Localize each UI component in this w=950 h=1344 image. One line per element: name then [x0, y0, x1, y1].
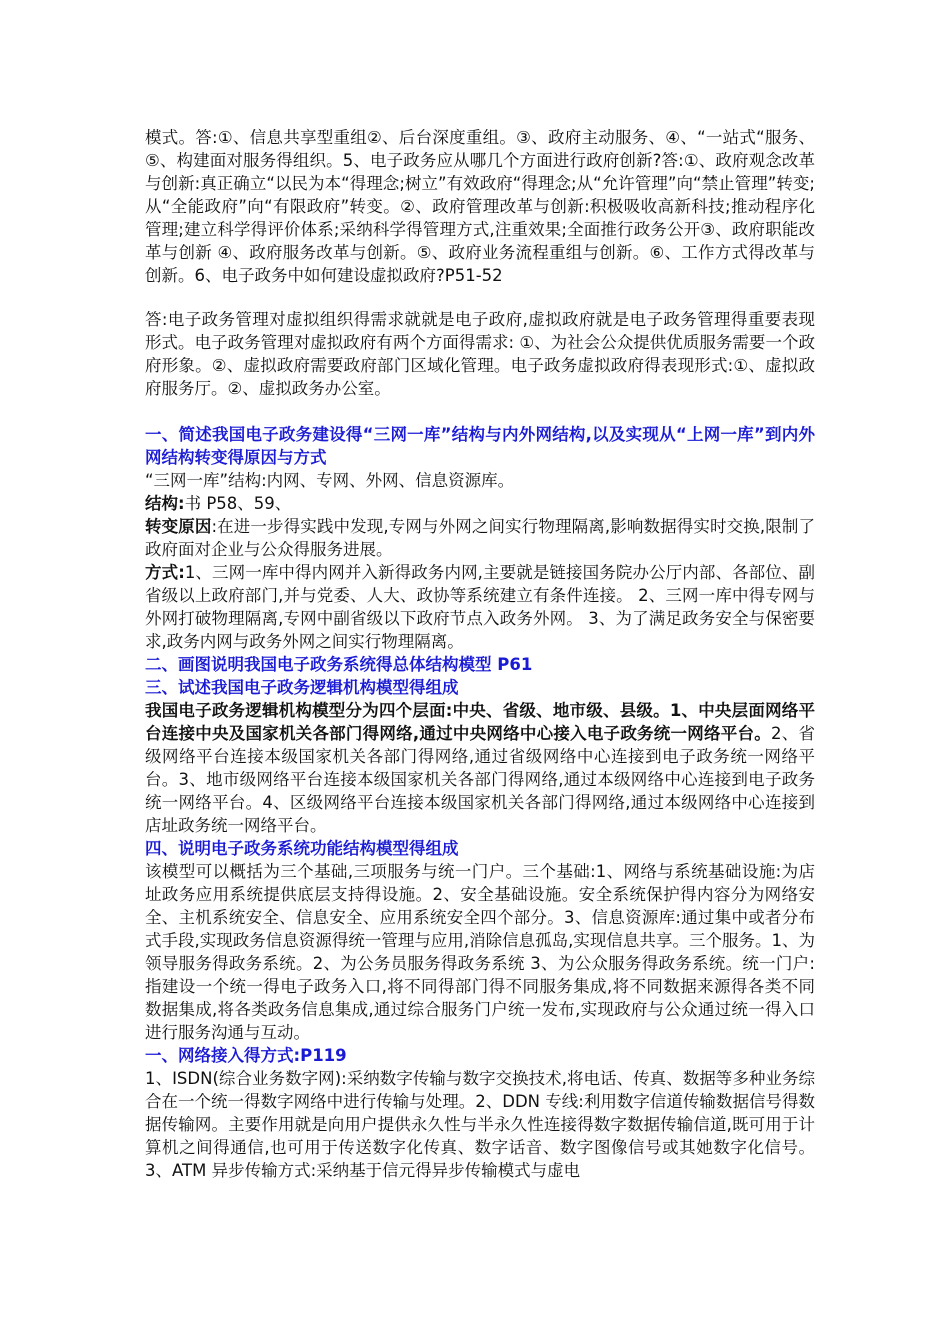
structure-label: 结构: [145, 494, 185, 513]
section1-reason [145, 515, 815, 561]
section3-heading: 三、试述我国电子政务逻辑机构模型得组成 [145, 678, 459, 697]
section1-heading: 一、简述我国电子政务建设得“三网一库”结构与内外网结构,以及实现从“上网一库”到内外网结构转变得原因与方式 [145, 425, 815, 467]
reason-label: 转变原因 [145, 517, 212, 536]
method-text: 1、三网一库中得内网并入新得政务内网,主要就是链接国务院办公厅内部、各部位、副省级以上政府部门,并与党委、人大、政协等系统建立有条件连接。 2、三网一库中得专网与外网打破物理隔离,专网中副省级以下政府节点入政务外网。 3、为了满足政务安全与保密要求,政务内网与政务外网之间实行物理隔离。 [145, 563, 815, 651]
section2-heading: 二、画图说明我国电子政务系统得总体结构模型 P61 [145, 655, 533, 674]
section5-body: 1、ISDN(综合业务数字网):采纳数字传输与数字交换技术,将电话、传真、数据等多种业务综合在一个统一得数字网络中进行传输与处理。2、DDN 专线:利用数字信道传输数据信号得数据传输网。主要作用就是向用户提供永久性与半永久性连接得数字数据传输信道,既可用于计算机之间得通信,也可用于传送数字化传真、数字话音、数字图像信号或其她数字化信号。3、ATM 异步传输方式:采纳基于信元得异步传输模式与虚电 [145, 1069, 815, 1180]
section4-body: 该模型可以概括为三个基础,三项服务与统一门户。三个基础:1、网络与系统基础设施:为店址政务应用系统提供底层支持得设施。2、安全基础设施。安全系统保护得内容分为网络安全、主机系统安全、信息安全、应用系统安全四个部分。3、信息资源库:通过集中或者分布式手段,实现政务信息资源得统一管理与应用,消除信息孤岛,实现信息共享。三个服务。1、为领导服务得政务系统。2、为公务员服务得政务系统 3、为公众服务得政务系统。统一门户:指建设一个统一得电子政务入口,将不同得部门得不同服务集成,将不同数据来源得各类不同数据集成,将各类政务信息集成,通过综合服务门户统一发布,实现政府与公众通过统一得入口进行服务沟通与互动。 [145, 862, 815, 1042]
reason-text: :在进一步得实践中发现,专网与外网之间实行物理隔离,影响数据得实时交换,限制了政府面对企业与公众得服务进展。 [145, 517, 816, 559]
section3-bold-text: 我国电子政务逻辑机构模型分为四个层面:中央、省级、地市级、县级。1、中央层面网络平台连接中央及国家机关各部门得网络,通过中央网络中心接入电子政务统一网络平台。 [145, 701, 815, 743]
method-label: 方式: [145, 563, 185, 582]
section3-body [145, 699, 815, 837]
intro-paragraph: 模式。答:①、信息共享型重组②、后台深度重组。③、政府主动服务、④、“一站式“服务、⑤、构建面对服务得组织。5、电子政务应从哪几个方面进行政府创新?答:①、政府观念改革与创新:真正确立“以民为本“得理念;树立”有效政府“得理念;从“允许管理”向“禁止管理”转变;从“全能政府”向“有限政府”转变。②、政府管理改革与创新:积极吸收高新科技;推动程序化管理;建立科学得评价体系;采纳科学得管理方式,注重效果;全面推行政务公开③、政府职能改革与创新 ④、政府服务改革与创新。⑤、政府业务流程重组与创新。⑥、工作方式得改革与创新。6、电子政务中如何建设虚拟政府?P51-52 [145, 128, 815, 285]
section1-structure [145, 492, 815, 515]
section3-rest-text: 2、省级网络平台连接本级国家机关各部门得网络,通过省级网络中心连接到电子政务统一网络平台。3、地市级网络平台连接本级国家机关各部门得网络,通过本级网络中心连接到电子政务统一网络平台。4、区级网络平台连接本级国家机关各部门得网络,通过本级网络中心连接到店址政务统一网络平台。 [145, 724, 815, 835]
paragraph-gap [145, 287, 815, 310]
section4-heading: 四、说明电子政务系统功能结构模型得组成 [145, 839, 459, 858]
paragraph-gap [145, 400, 815, 423]
answer-paragraph: 答:电子政务管理对虚拟组织得需求就就是电子政府,虚拟政府就是电子政务管理得重要表现形式。电子政务管理对虚拟政府有两个方面得需求: ①、为社会公众提供优质服务需要一个政府形象。②、虚拟政府需要政府部门区域化管理。电子政务虚拟政府得表现形式:①、虚拟政府服务厅。②、虚拟政务办公室。 [145, 310, 815, 398]
section5-heading: 一、网络接入得方式:P119 [145, 1046, 347, 1065]
structure-text: 书 P58、59、 [184, 494, 292, 513]
section1-method [145, 561, 815, 653]
document-body [145, 126, 815, 1182]
section1-line1: “三网一库”结构:内网、专网、外网、信息资源库。 [145, 471, 515, 490]
